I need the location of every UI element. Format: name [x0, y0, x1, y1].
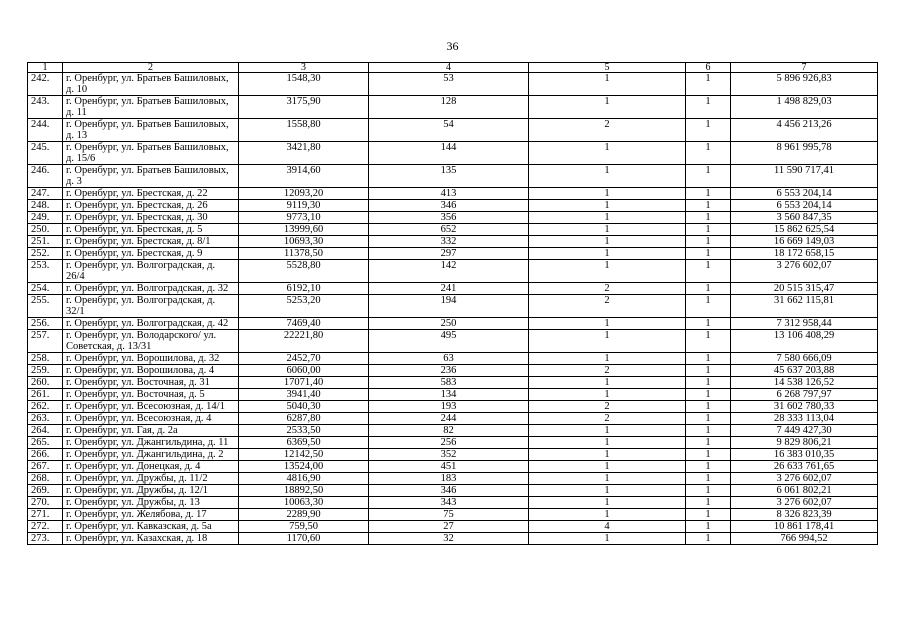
cell-amount: 31 662 115,81 — [731, 295, 878, 318]
table-row — [28, 119, 878, 142]
cell-row-number: 267. — [28, 461, 63, 473]
cell-residents: 356 — [369, 212, 529, 224]
cell-residents: 297 — [369, 248, 529, 260]
cell-row-number: 259. — [28, 365, 63, 377]
cell-amount: 14 538 126,52 — [731, 377, 878, 389]
table-row — [28, 248, 878, 260]
cell-value-5: 1 — [529, 473, 686, 485]
cell-row-number: 264. — [28, 425, 63, 437]
cell-amount: 1 498 829,03 — [731, 96, 878, 119]
cell-area: 10693,30 — [239, 236, 369, 248]
cell-amount: 3 276 602,07 — [731, 497, 878, 509]
housing-table — [27, 62, 878, 545]
cell-value-6: 1 — [686, 497, 731, 509]
cell-amount: 6 553 204,14 — [731, 188, 878, 200]
cell-row-number: 256. — [28, 318, 63, 330]
cell-address: г. Оренбург, ул. Братьев Башиловых, д. 10 — [63, 73, 239, 96]
table-row — [28, 389, 878, 401]
cell-residents: 134 — [369, 389, 529, 401]
cell-value-6: 1 — [686, 389, 731, 401]
cell-address: г. Оренбург, ул. Желябова, д. 17 — [63, 509, 239, 521]
cell-value-6: 1 — [686, 425, 731, 437]
cell-value-5: 1 — [529, 236, 686, 248]
cell-address: г. Оренбург, ул. Братьев Башиловых, д. 3 — [63, 165, 239, 188]
table-row — [28, 497, 878, 509]
cell-residents: 194 — [369, 295, 529, 318]
cell-value-5: 1 — [529, 73, 686, 96]
table-row — [28, 188, 878, 200]
cell-address: г. Оренбург, ул. Ворошилова, д. 4 — [63, 365, 239, 377]
cell-row-number: 246. — [28, 165, 63, 188]
cell-value-6: 1 — [686, 142, 731, 165]
cell-value-6: 1 — [686, 533, 731, 545]
cell-amount: 4 456 213,26 — [731, 119, 878, 142]
column-header: 4 — [369, 63, 529, 73]
cell-area: 2452,70 — [239, 353, 369, 365]
cell-area: 18892,50 — [239, 485, 369, 497]
cell-area: 22221,80 — [239, 330, 369, 353]
cell-address: г. Оренбург, ул. Володарского/ ул. Советская, д. 13/31 — [63, 330, 239, 353]
cell-value-6: 1 — [686, 200, 731, 212]
cell-value-6: 1 — [686, 377, 731, 389]
cell-row-number: 272. — [28, 521, 63, 533]
cell-residents: 332 — [369, 236, 529, 248]
cell-amount: 3 276 602,07 — [731, 260, 878, 283]
cell-area: 3421,80 — [239, 142, 369, 165]
cell-amount: 15 862 625,54 — [731, 224, 878, 236]
cell-amount: 766 994,52 — [731, 533, 878, 545]
cell-value-5: 1 — [529, 188, 686, 200]
column-header: 2 — [63, 63, 239, 73]
cell-residents: 346 — [369, 200, 529, 212]
cell-value-6: 1 — [686, 165, 731, 188]
table-row — [28, 509, 878, 521]
cell-address: г. Оренбург, ул. Братьев Башиловых, д. 15/6 — [63, 142, 239, 165]
cell-amount: 10 861 178,41 — [731, 521, 878, 533]
cell-residents: 63 — [369, 353, 529, 365]
column-header: 6 — [686, 63, 731, 73]
cell-residents: 27 — [369, 521, 529, 533]
cell-row-number: 265. — [28, 437, 63, 449]
cell-row-number: 255. — [28, 295, 63, 318]
page-number: 36 — [446, 39, 459, 53]
cell-value-5: 1 — [529, 449, 686, 461]
cell-row-number: 252. — [28, 248, 63, 260]
cell-value-6: 1 — [686, 224, 731, 236]
table-row — [28, 401, 878, 413]
cell-address: г. Оренбург, ул. Брестская, д. 26 — [63, 200, 239, 212]
cell-residents: 144 — [369, 142, 529, 165]
cell-amount: 31 602 780,33 — [731, 401, 878, 413]
cell-address: г. Оренбург, ул. Братьев Башиловых, д. 11 — [63, 96, 239, 119]
cell-value-6: 1 — [686, 509, 731, 521]
cell-value-5: 2 — [529, 119, 686, 142]
cell-address: г. Оренбург, ул. Джангильдина, д. 2 — [63, 449, 239, 461]
table-row — [28, 365, 878, 377]
table-row — [28, 485, 878, 497]
cell-value-5: 1 — [529, 142, 686, 165]
cell-residents: 451 — [369, 461, 529, 473]
cell-amount: 8 326 823,39 — [731, 509, 878, 521]
cell-row-number: 251. — [28, 236, 63, 248]
cell-address: г. Оренбург, ул. Волгоградская, д. 32 — [63, 283, 239, 295]
table-row — [28, 461, 878, 473]
column-header: 7 — [731, 63, 878, 73]
cell-value-6: 1 — [686, 119, 731, 142]
cell-amount: 11 590 717,41 — [731, 165, 878, 188]
cell-address: г. Оренбург, ул. Джангильдина, д. 11 — [63, 437, 239, 449]
cell-address: г. Оренбург, ул. Волгоградская, д. 42 — [63, 318, 239, 330]
cell-row-number: 243. — [28, 96, 63, 119]
cell-residents: 256 — [369, 437, 529, 449]
cell-residents: 135 — [369, 165, 529, 188]
cell-amount: 7 312 958,44 — [731, 318, 878, 330]
cell-value-6: 1 — [686, 401, 731, 413]
cell-amount: 28 333 113,04 — [731, 413, 878, 425]
cell-address: г. Оренбург, ул. Брестская, д. 30 — [63, 212, 239, 224]
cell-value-6: 1 — [686, 96, 731, 119]
cell-value-6: 1 — [686, 248, 731, 260]
cell-residents: 193 — [369, 401, 529, 413]
cell-residents: 183 — [369, 473, 529, 485]
cell-value-6: 1 — [686, 295, 731, 318]
cell-value-6: 1 — [686, 188, 731, 200]
cell-amount: 7 580 666,09 — [731, 353, 878, 365]
table-row — [28, 413, 878, 425]
cell-amount: 20 515 315,47 — [731, 283, 878, 295]
cell-address: г. Оренбург, ул. Ворошилова, д. 32 — [63, 353, 239, 365]
cell-area: 3175,90 — [239, 96, 369, 119]
cell-row-number: 257. — [28, 330, 63, 353]
cell-address: г. Оренбург, ул. Брестская, д. 22 — [63, 188, 239, 200]
cell-address: г. Оренбург, ул. Гая, д. 2а — [63, 425, 239, 437]
table-row — [28, 73, 878, 96]
cell-residents: 413 — [369, 188, 529, 200]
cell-value-6: 1 — [686, 236, 731, 248]
cell-residents: 495 — [369, 330, 529, 353]
cell-value-5: 1 — [529, 389, 686, 401]
cell-value-6: 1 — [686, 283, 731, 295]
cell-value-6: 1 — [686, 212, 731, 224]
cell-residents: 352 — [369, 449, 529, 461]
cell-row-number: 269. — [28, 485, 63, 497]
cell-value-6: 1 — [686, 353, 731, 365]
cell-amount: 18 172 658,15 — [731, 248, 878, 260]
cell-area: 5528,80 — [239, 260, 369, 283]
cell-address: г. Оренбург, ул. Брестская, д. 5 — [63, 224, 239, 236]
cell-amount: 8 961 995,78 — [731, 142, 878, 165]
cell-value-6: 1 — [686, 461, 731, 473]
column-header: 3 — [239, 63, 369, 73]
cell-row-number: 260. — [28, 377, 63, 389]
cell-amount: 26 633 761,65 — [731, 461, 878, 473]
cell-row-number: 244. — [28, 119, 63, 142]
cell-residents: 128 — [369, 96, 529, 119]
table-row — [28, 473, 878, 485]
table-row — [28, 96, 878, 119]
cell-residents: 82 — [369, 425, 529, 437]
table-row — [28, 533, 878, 545]
table-row — [28, 449, 878, 461]
cell-value-5: 1 — [529, 165, 686, 188]
cell-address: г. Оренбург, ул. Восточная, д. 31 — [63, 377, 239, 389]
table-row — [28, 200, 878, 212]
cell-area: 6192,10 — [239, 283, 369, 295]
cell-value-5: 1 — [529, 509, 686, 521]
cell-value-5: 1 — [529, 437, 686, 449]
cell-row-number: 270. — [28, 497, 63, 509]
cell-area: 2289,90 — [239, 509, 369, 521]
cell-address: г. Оренбург, ул. Дружбы, д. 12/1 — [63, 485, 239, 497]
cell-value-5: 1 — [529, 377, 686, 389]
cell-amount: 6 061 802,21 — [731, 485, 878, 497]
table-row — [28, 165, 878, 188]
cell-amount: 45 637 203,88 — [731, 365, 878, 377]
table-row — [28, 142, 878, 165]
cell-residents: 142 — [369, 260, 529, 283]
cell-area: 2533,50 — [239, 425, 369, 437]
cell-address: г. Оренбург, ул. Дружбы, д. 11/2 — [63, 473, 239, 485]
table-row — [28, 212, 878, 224]
cell-value-5: 1 — [529, 248, 686, 260]
cell-area: 6369,50 — [239, 437, 369, 449]
cell-address: г. Оренбург, ул. Восточная, д. 5 — [63, 389, 239, 401]
cell-area: 3941,40 — [239, 389, 369, 401]
cell-row-number: 254. — [28, 283, 63, 295]
cell-value-5: 1 — [529, 318, 686, 330]
table-row — [28, 236, 878, 248]
cell-address: г. Оренбург, ул. Брестская, д. 9 — [63, 248, 239, 260]
cell-residents: 75 — [369, 509, 529, 521]
cell-row-number: 266. — [28, 449, 63, 461]
table-row — [28, 224, 878, 236]
cell-value-5: 1 — [529, 485, 686, 497]
cell-value-5: 1 — [529, 461, 686, 473]
cell-value-6: 1 — [686, 485, 731, 497]
cell-area: 7469,40 — [239, 318, 369, 330]
table-row — [28, 283, 878, 295]
column-header: 5 — [529, 63, 686, 73]
cell-address: г. Оренбург, ул. Дружбы, д. 13 — [63, 497, 239, 509]
cell-row-number: 248. — [28, 200, 63, 212]
cell-value-6: 1 — [686, 449, 731, 461]
cell-value-6: 1 — [686, 318, 731, 330]
cell-value-5: 2 — [529, 401, 686, 413]
cell-amount: 5 896 926,83 — [731, 73, 878, 96]
cell-amount: 6 268 797,97 — [731, 389, 878, 401]
cell-area: 5253,20 — [239, 295, 369, 318]
cell-row-number: 258. — [28, 353, 63, 365]
cell-residents: 346 — [369, 485, 529, 497]
cell-address: г. Оренбург, ул. Кавказская, д. 5а — [63, 521, 239, 533]
cell-value-5: 1 — [529, 353, 686, 365]
cell-value-6: 1 — [686, 521, 731, 533]
table-row — [28, 353, 878, 365]
cell-residents: 241 — [369, 283, 529, 295]
cell-row-number: 271. — [28, 509, 63, 521]
table-row — [28, 437, 878, 449]
cell-value-5: 1 — [529, 330, 686, 353]
table-row — [28, 377, 878, 389]
cell-area: 9773,10 — [239, 212, 369, 224]
cell-value-6: 1 — [686, 330, 731, 353]
cell-address: г. Оренбург, ул. Братьев Башиловых, д. 13 — [63, 119, 239, 142]
cell-row-number: 249. — [28, 212, 63, 224]
cell-row-number: 273. — [28, 533, 63, 545]
table-row — [28, 260, 878, 283]
cell-row-number: 253. — [28, 260, 63, 283]
cell-area: 1558,80 — [239, 119, 369, 142]
cell-area: 6060,00 — [239, 365, 369, 377]
cell-amount: 13 106 408,29 — [731, 330, 878, 353]
cell-area: 5040,30 — [239, 401, 369, 413]
cell-address: г. Оренбург, ул. Брестская, д. 8/1 — [63, 236, 239, 248]
cell-address: г. Оренбург, ул. Всесоюзная, д. 14/1 — [63, 401, 239, 413]
cell-value-6: 1 — [686, 365, 731, 377]
cell-residents: 343 — [369, 497, 529, 509]
cell-area: 12093,20 — [239, 188, 369, 200]
cell-value-6: 1 — [686, 260, 731, 283]
cell-address: г. Оренбург, ул. Всесоюзная, д. 4 — [63, 413, 239, 425]
cell-residents: 32 — [369, 533, 529, 545]
cell-amount: 7 449 427,30 — [731, 425, 878, 437]
cell-value-5: 1 — [529, 533, 686, 545]
cell-amount: 9 829 806,21 — [731, 437, 878, 449]
cell-row-number: 250. — [28, 224, 63, 236]
cell-address: г. Оренбург, ул. Волгоградская, д. 26/4 — [63, 260, 239, 283]
cell-address: г. Оренбург, ул. Волгоградская, д. 32/1 — [63, 295, 239, 318]
table-row — [28, 295, 878, 318]
header-row — [28, 63, 878, 73]
cell-area: 6287,80 — [239, 413, 369, 425]
cell-residents: 583 — [369, 377, 529, 389]
cell-area: 9119,30 — [239, 200, 369, 212]
cell-value-5: 2 — [529, 365, 686, 377]
cell-area: 1170,60 — [239, 533, 369, 545]
cell-row-number: 262. — [28, 401, 63, 413]
cell-value-5: 2 — [529, 295, 686, 318]
cell-area: 13999,60 — [239, 224, 369, 236]
table-row — [28, 425, 878, 437]
cell-amount: 3 560 847,35 — [731, 212, 878, 224]
cell-address: г. Оренбург, ул. Донецкая, д. 4 — [63, 461, 239, 473]
cell-amount: 3 276 602,07 — [731, 473, 878, 485]
cell-value-5: 1 — [529, 260, 686, 283]
cell-value-5: 1 — [529, 224, 686, 236]
cell-amount: 6 553 204,14 — [731, 200, 878, 212]
cell-area: 1548,30 — [239, 73, 369, 96]
table-row — [28, 318, 878, 330]
cell-row-number: 261. — [28, 389, 63, 401]
column-header: 1 — [28, 63, 63, 73]
cell-value-5: 1 — [529, 212, 686, 224]
cell-value-5: 1 — [529, 497, 686, 509]
cell-value-5: 1 — [529, 425, 686, 437]
cell-area: 10063,30 — [239, 497, 369, 509]
cell-row-number: 263. — [28, 413, 63, 425]
cell-row-number: 268. — [28, 473, 63, 485]
cell-amount: 16 383 010,35 — [731, 449, 878, 461]
cell-area: 11378,50 — [239, 248, 369, 260]
cell-value-5: 1 — [529, 200, 686, 212]
cell-amount: 16 669 149,03 — [731, 236, 878, 248]
cell-area: 12142,50 — [239, 449, 369, 461]
cell-value-5: 4 — [529, 521, 686, 533]
cell-value-6: 1 — [686, 473, 731, 485]
cell-residents: 652 — [369, 224, 529, 236]
cell-address: г. Оренбург, ул. Казахская, д. 18 — [63, 533, 239, 545]
cell-residents: 244 — [369, 413, 529, 425]
cell-value-5: 2 — [529, 413, 686, 425]
cell-residents: 250 — [369, 318, 529, 330]
cell-area: 4816,90 — [239, 473, 369, 485]
cell-row-number: 245. — [28, 142, 63, 165]
cell-value-6: 1 — [686, 73, 731, 96]
table-row — [28, 521, 878, 533]
cell-area: 3914,60 — [239, 165, 369, 188]
cell-value-5: 1 — [529, 96, 686, 119]
cell-value-6: 1 — [686, 437, 731, 449]
cell-area: 17071,40 — [239, 377, 369, 389]
cell-row-number: 247. — [28, 188, 63, 200]
cell-area: 759,50 — [239, 521, 369, 533]
cell-row-number: 242. — [28, 73, 63, 96]
cell-value-5: 2 — [529, 283, 686, 295]
table-row — [28, 330, 878, 353]
cell-residents: 54 — [369, 119, 529, 142]
cell-residents: 53 — [369, 73, 529, 96]
cell-residents: 236 — [369, 365, 529, 377]
cell-value-6: 1 — [686, 413, 731, 425]
cell-area: 13524,00 — [239, 461, 369, 473]
